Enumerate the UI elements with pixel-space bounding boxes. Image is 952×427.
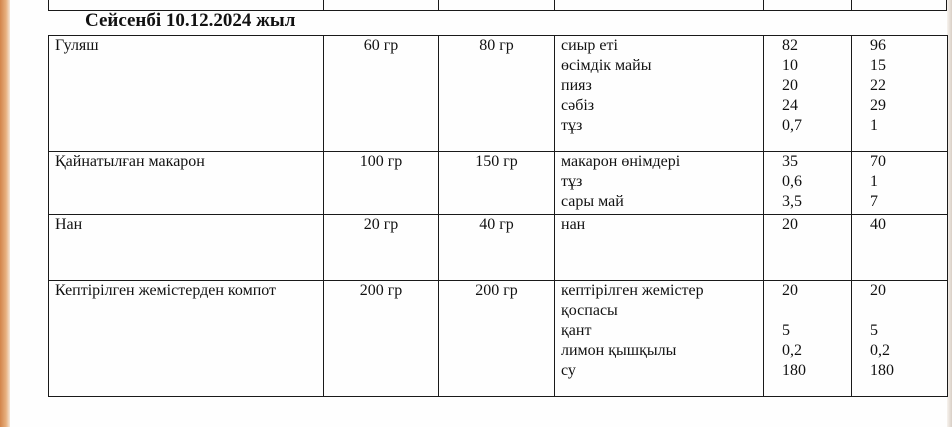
ingredient-amount-large: 1 — [870, 117, 878, 134]
ingredient-amount-large: 96 — [870, 37, 886, 54]
dish-name-cell — [49, 281, 324, 397]
ingredient-name: пияз — [561, 77, 592, 94]
ingredient-name: қант — [561, 322, 592, 339]
ingredient-amount-small: 5 — [782, 322, 790, 339]
dish-row — [49, 281, 948, 397]
dish-row — [49, 36, 948, 152]
dish-name: Нан — [55, 216, 83, 233]
ingredient-name: қоспасы — [561, 302, 618, 319]
ingredient-amount-large: 0,2 — [870, 342, 890, 359]
portion-large-cell — [439, 281, 555, 397]
ingredient-name: сиыр еті — [561, 37, 618, 54]
ingredient-small-cell — [764, 215, 852, 281]
ingredient-amount-large: 180 — [870, 362, 894, 379]
portion-small-cell — [324, 215, 439, 281]
portion-small-cell — [324, 36, 439, 152]
ingredient-name: макарон өнімдері — [561, 153, 681, 170]
ingredient-name: нан — [561, 216, 586, 233]
portion-small: 100 гр — [359, 153, 403, 170]
ingredient-amount-small: 20 — [782, 216, 798, 233]
ingredient-name: өсімдік майы — [561, 57, 652, 74]
portion-small-cell — [324, 281, 439, 397]
ingredient-amount-large: 7 — [870, 193, 878, 210]
ingredient-amount-small: 35 — [782, 153, 798, 170]
ingredient-name: сары май — [561, 193, 624, 210]
portion-large-cell — [439, 215, 555, 281]
ingredient-name: лимон қышқылы — [561, 342, 677, 359]
ingredient-large-cell — [852, 215, 948, 281]
portion-small: 200 гр — [359, 282, 403, 299]
portion-large-cell — [439, 152, 555, 215]
dish-row — [49, 152, 948, 215]
ingredient-amount-large: 15 — [870, 57, 886, 74]
portion-large-cell — [439, 36, 555, 152]
ingredient-amount-small: 0,6 — [782, 173, 802, 190]
ingredient-large-cell — [852, 281, 948, 397]
ingredient-amount-small: 10 — [782, 57, 798, 74]
ingredient-amount-small: 82 — [782, 37, 798, 54]
portion-large: 80 гр — [479, 37, 514, 54]
ingredient-small-cell — [764, 36, 852, 152]
ingredient-amount-small: 180 — [782, 362, 806, 379]
portion-small: 20 гр — [363, 216, 399, 233]
ingredient-amount-small: 20 — [782, 77, 798, 94]
menu-table — [48, 35, 947, 396]
ingredient-amount-small: 3,5 — [782, 193, 802, 210]
ingredient-amount-small: 0,2 — [782, 342, 802, 359]
ingredient-amount-large: 22 — [870, 77, 886, 94]
ingredient-amount-large: 29 — [870, 97, 886, 114]
ingredients-cell — [555, 281, 764, 397]
page-edge-shadow — [0, 0, 10, 427]
portion-small-cell — [324, 152, 439, 215]
ingredient-amount-large: 20 — [870, 282, 886, 299]
ingredients-cell — [555, 215, 764, 281]
dish-name: Гуляш — [55, 37, 99, 54]
dish-name: Қайнатылған макарон — [55, 153, 205, 170]
dish-name-cell — [49, 215, 324, 281]
ingredient-amount-large: 5 — [870, 322, 878, 339]
dish-name-cell — [49, 36, 324, 152]
portion-large: 40 гр — [479, 216, 514, 233]
ingredient-name: кептірілген жемістер — [561, 282, 704, 299]
ingredient-amount-large: 1 — [870, 173, 878, 190]
ingredient-large-cell — [852, 36, 948, 152]
portion-large: 200 гр — [475, 282, 518, 299]
ingredient-small-cell — [764, 152, 852, 215]
ingredient-amount-small: 0,7 — [782, 117, 802, 134]
ingredient-amount-small: 20 — [782, 282, 798, 299]
ingredient-name: тұз — [561, 117, 583, 134]
ingredient-amount-large — [870, 301, 941, 321]
ingredient-name: тұз — [561, 173, 583, 190]
dish-name: Кептірілген жемістерден компот — [55, 282, 277, 299]
ingredient-small-cell — [764, 281, 852, 397]
portion-small: 60 гр — [363, 37, 399, 54]
day-title: Сейсенбі 10.12.2024 жыл — [85, 10, 296, 31]
dish-name-cell — [49, 152, 324, 215]
ingredient-large-cell — [852, 152, 948, 215]
ingredient-name: су — [561, 362, 576, 379]
dish-row — [49, 215, 948, 281]
ingredients-cell — [555, 152, 764, 215]
ingredients-cell — [555, 36, 764, 152]
portion-large: 150 гр — [475, 153, 518, 170]
ingredient-amount-large: 40 — [870, 216, 886, 233]
ingredient-amount-small — [782, 301, 845, 321]
ingredient-amount-small: 24 — [782, 97, 798, 114]
ingredient-amount-large: 70 — [870, 153, 886, 170]
ingredient-name: сәбіз — [561, 97, 595, 114]
